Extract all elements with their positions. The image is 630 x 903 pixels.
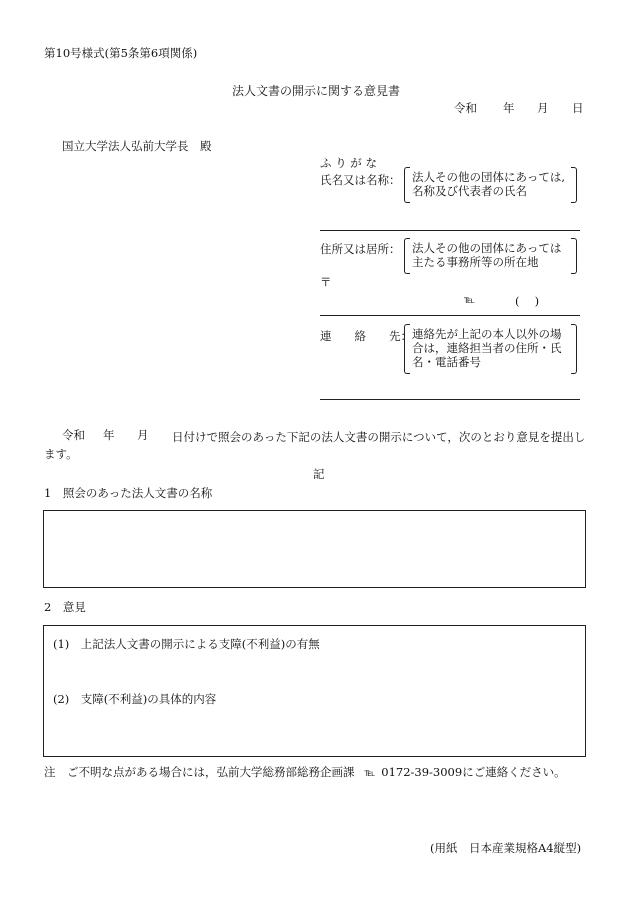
addressee: 国立大学法人弘前大学長 殿 (62, 139, 212, 153)
opinion-item-2: (2) 支障(不利益)の具体的内容 (53, 692, 217, 706)
footnote-tel-mark: ℡ (364, 768, 376, 779)
tel-mark: ℡ (464, 295, 475, 306)
name-note-line: 法人その他の団体にあっては, (412, 170, 566, 184)
contact-footnote (44, 767, 566, 779)
name-line[interactable] (320, 230, 580, 231)
contact-note-line: 合は，連絡担当者の住所・氏 (412, 341, 562, 355)
statement-text: 日付けで照会のあった下記の法人文書の開示について，次のとおり意見を提出します。 (44, 430, 586, 461)
document-name-box[interactable] (43, 510, 586, 588)
section1-heading: 1 照会のあった法人文書の名称 (44, 486, 213, 500)
postal-mark: 〒 (320, 275, 332, 289)
contact-label: 連 絡 先： (320, 329, 412, 343)
name-label: 氏名又は名称： (320, 173, 401, 187)
address-note-line: 主たる事務所等の所在地 (412, 255, 539, 269)
date-month: 月 (537, 101, 549, 115)
address-note-line: 法人その他の団体にあっては (412, 241, 562, 255)
name-note (412, 170, 565, 198)
ki-mark: 記 (313, 467, 325, 481)
page-title: 法人文書の開示に関する意見書 (232, 84, 401, 98)
name-note-bracket-right (571, 167, 577, 203)
paper-size-note: (用紙 日本産業規格A4縦型) (430, 841, 582, 855)
form-number: 第10号様式(第5条第6項関係) (44, 46, 198, 60)
address-note (412, 241, 561, 269)
date-era: 令和 (454, 101, 477, 115)
contact-note (412, 327, 562, 369)
address-note-bracket-left (404, 238, 410, 274)
name-note-line: 名称及び代表者の氏名 (412, 184, 527, 198)
contact-note-line: 連絡先が上記の本人以外の場 (412, 327, 562, 341)
address-label: 住所又は居所： (320, 242, 401, 256)
contact-line[interactable] (320, 399, 580, 400)
furigana-label: ふ り が な (320, 156, 377, 170)
contact-note-bracket-right (571, 324, 577, 374)
statement-year: 年 (103, 428, 115, 442)
footnote-prefix: 注 ご不明な点がある場合には，弘前大学総務部総務企画課 (44, 765, 355, 779)
contact-note-bracket-left (404, 324, 410, 374)
address-line[interactable] (320, 315, 580, 316)
section2-heading: 2 意見 (44, 600, 86, 614)
statement-era: 令和 (62, 428, 85, 442)
statement-month: 月 (137, 428, 149, 442)
address-note-bracket-right (571, 238, 577, 274)
opinion-box[interactable] (43, 625, 586, 757)
date-year: 年 (503, 101, 515, 115)
date-day: 日 (572, 101, 584, 115)
footnote-suffix: 0172-39-3009にご連絡ください。 (381, 765, 566, 779)
tel-paren: ( ) (515, 294, 540, 308)
contact-note-line: 名・電話番号 (412, 355, 481, 369)
name-note-bracket-left (404, 167, 410, 203)
opinion-item-1: (1) 上記法人文書の開示による支障(不利益)の有無 (53, 637, 320, 651)
